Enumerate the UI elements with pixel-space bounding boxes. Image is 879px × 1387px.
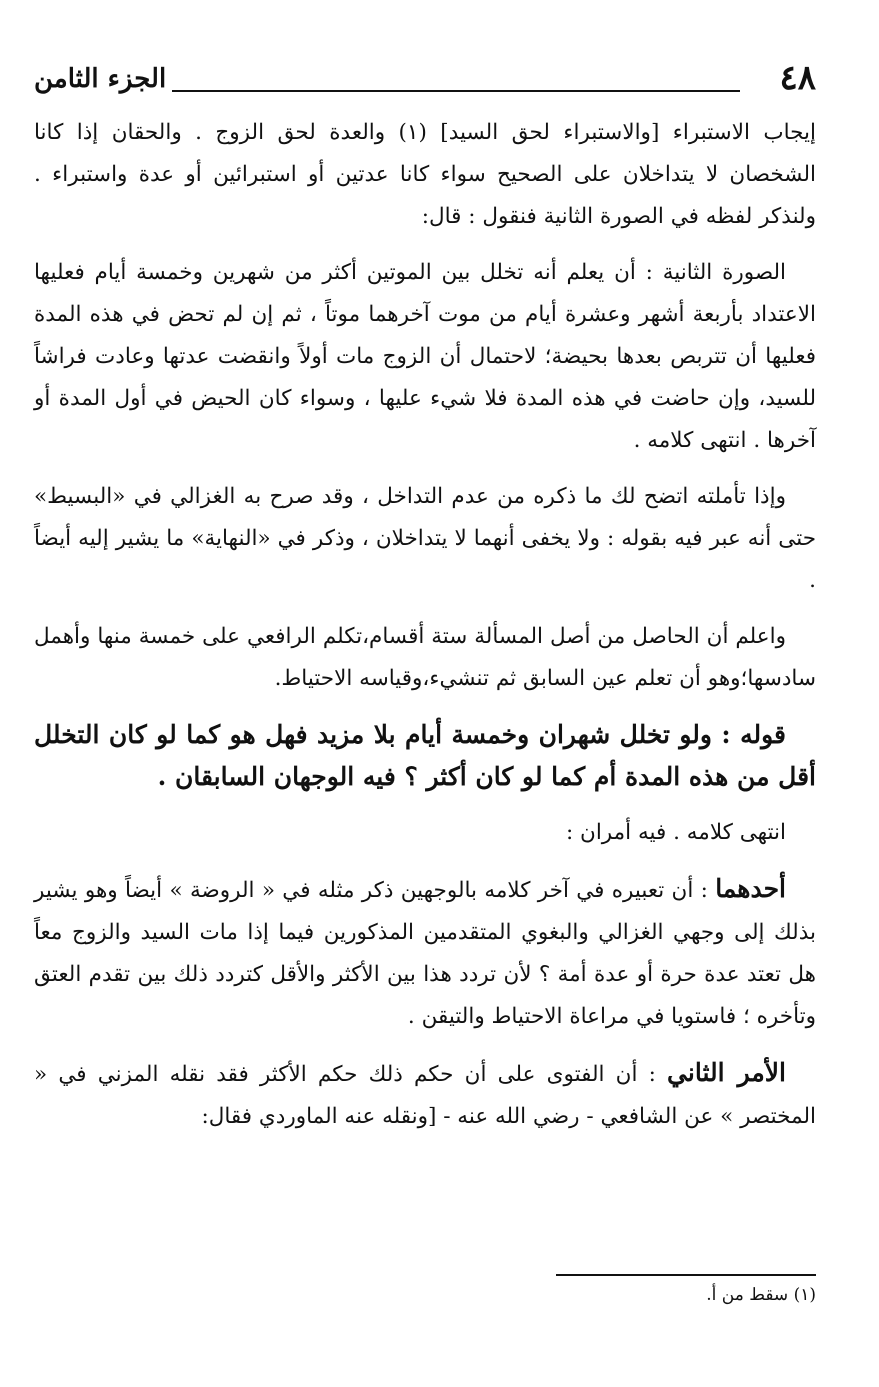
part-title: الجزء الثامن [34, 64, 167, 94]
paragraph-1: إيجاب الاستبراء [والاستبراء لحق السيد] (١) والعدة لحق الزوج . والحقان إذا كانا الشخصان لا يتداخلان على الصحيح سواء كانا عدتين أو استبرائين أو عدة واستبراء . ولنذكر لفظه في الصورة الثانية فنقول : قال: [34, 120, 816, 229]
paragraph-8-lead: الأمر الثاني [667, 1058, 786, 1087]
paragraph-8-text: : أن الفتوى على أن حكم ذلك حكم الأكثر فقد نقله المزني في « المختصر » عن الشافعي - رضي الله عنه - [ونقله عنه الماوردي فقال: [34, 1062, 816, 1129]
footnote: (١) سقط من أ. [706, 1285, 816, 1305]
paragraph-4: واعلم أن الحاصل من أصل المسألة ستة أقسام،تكلم الرافعي على خمسة منها وأهمل سادسها؛وهو أن تعلم عين السابق ثم تنشيء،وقياسه الاحتياط. [34, 624, 816, 691]
document-page [34, 56, 816, 1305]
page-number: ٤٨ [779, 58, 816, 98]
paragraph-5-quote: قوله : ولو تخلل شهران وخمسة أيام بلا مزيد فهل هو كما لو كان التخلل أقل من هذه المدة أم كما لو كان أكثر ؟ فيه الوجهان السابقان . [34, 720, 816, 791]
paragraph-8 [34, 1052, 816, 1138]
paragraph-7 [34, 868, 816, 1038]
paragraph-7-text: : أن تعبيره في آخر كلامه بالوجهين ذكر مثله في « الروضة » أيضاً وهو يشير بذلك إلى وجهي الغزالي والبغوي المتقدمين المذكورين فيما إذا مات السيد والزوج معاً هل تعتد عدة حرة أو عدة أمة ؟ لأن تردد هذا بين الأكثر والأقل كتردد ذلك بين تقدم العتق وتأخره ؛ فاستويا في مراعاة الاحتياط والتيقن . [34, 878, 816, 1029]
paragraph-6: انتهى كلامه . فيه أمران : [565, 820, 786, 845]
footnote-rule [556, 1274, 816, 1276]
page-header [34, 56, 816, 112]
paragraph-7-lead: أحدهما [715, 874, 786, 903]
header-rule [172, 90, 740, 92]
paragraph-3: وإذا تأملته اتضح لك ما ذكره من عدم التداخل ، وقد صرح به الغزالي في «البسيط» حتى أنه عبر فيه بقوله : ولا يخفى أنهما لا يتداخلان ، وذكر في «النهاية» ما يشير إليه أيضاً . [34, 484, 816, 593]
paragraph-2: الصورة الثانية : أن يعلم أنه تخلل بين الموتين أكثر من شهرين وخمسة أيام فعليها الاعتداد بأربعة أشهر وعشرة أيام من موت آخرهما موتاً ، ثم إن لم تحض في هذه المدة فعليها أن تتربص بعدها بحيضة؛ لاحتمال أن الزوج مات أولاً وانقضت عدتها وعادت فراشاً للسيد، وإن حاضت في هذه المدة فلا شيء عليها ، وسواء كان الحيض في أول المدة أو آخرها . انتهى كلامه . [34, 260, 816, 453]
